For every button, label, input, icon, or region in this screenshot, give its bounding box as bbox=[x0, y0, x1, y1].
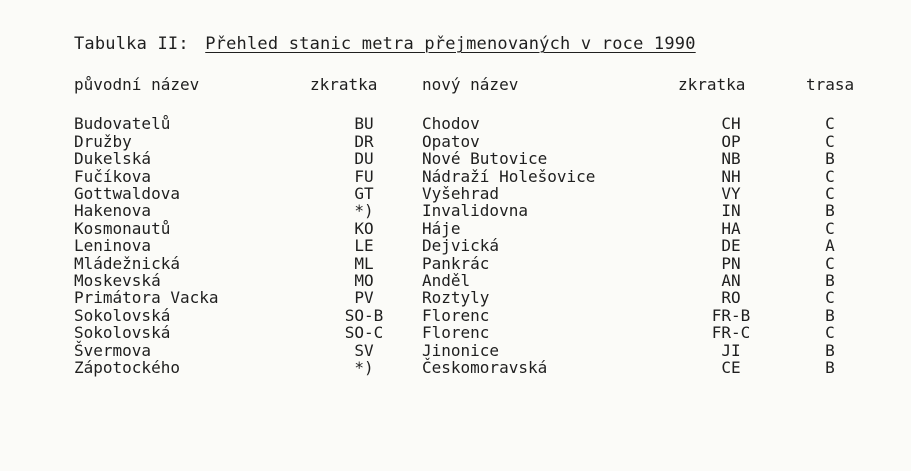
table-row bbox=[74, 115, 874, 132]
cell-original-abbr: SV bbox=[354, 340, 374, 360]
table-row bbox=[74, 307, 874, 324]
cell-new-abbr: DE bbox=[721, 236, 741, 256]
cell-route: C bbox=[825, 323, 835, 343]
cell-new-abbr: NB bbox=[721, 149, 741, 169]
cell-new-abbr: PN bbox=[721, 253, 741, 273]
cell-original-name: Hakenova bbox=[74, 201, 152, 221]
header-original-name: původní název bbox=[74, 75, 200, 94]
cell-original-abbr: FU bbox=[354, 166, 374, 186]
cell-new-abbr: VY bbox=[721, 184, 741, 204]
cell-new-name: Florenc bbox=[422, 323, 490, 343]
cell-route: B bbox=[825, 305, 835, 325]
cell-new-name: Háje bbox=[422, 218, 461, 238]
table-row bbox=[74, 150, 874, 167]
cell-original-abbr: DR bbox=[354, 131, 374, 151]
cell-original-name: Budovatelů bbox=[74, 114, 171, 134]
table-row bbox=[74, 289, 874, 306]
cell-new-abbr: IN bbox=[721, 201, 741, 221]
cell-original-abbr: DU bbox=[354, 149, 374, 169]
table-row bbox=[74, 272, 874, 289]
cell-new-name: Jinonice bbox=[422, 340, 500, 360]
cell-new-name: Florenc bbox=[422, 305, 490, 325]
cell-new-name: Roztyly bbox=[422, 288, 490, 308]
header-row bbox=[74, 72, 874, 98]
cell-route: C bbox=[825, 131, 835, 151]
cell-original-name: Primátora Vacka bbox=[74, 288, 219, 308]
cell-original-abbr: BU bbox=[354, 114, 374, 134]
cell-route: C bbox=[825, 218, 835, 238]
table-row bbox=[74, 359, 874, 376]
table-row bbox=[74, 168, 874, 185]
cell-new-abbr: OP bbox=[721, 131, 741, 151]
cell-route: C bbox=[825, 166, 835, 186]
header-original-abbr: zkratka bbox=[310, 75, 378, 94]
cell-original-abbr: GT bbox=[354, 184, 374, 204]
cell-route: C bbox=[825, 114, 835, 134]
cell-original-name: Družby bbox=[74, 131, 132, 151]
cell-original-abbr: LE bbox=[354, 236, 374, 256]
table-row bbox=[74, 342, 874, 359]
cell-new-abbr: NH bbox=[721, 166, 741, 186]
table-header bbox=[74, 72, 874, 98]
table-body bbox=[74, 98, 874, 376]
table-row bbox=[74, 324, 874, 341]
cell-new-abbr: FR-B bbox=[711, 305, 751, 325]
cell-original-name: Dukelská bbox=[74, 149, 152, 169]
cell-original-name: Sokolovská bbox=[74, 323, 171, 343]
cell-original-abbr: ML bbox=[354, 253, 374, 273]
cell-route: B bbox=[825, 201, 835, 221]
cell-new-name: Nádraží Holešovice bbox=[422, 166, 596, 186]
header-new-abbr: zkratka bbox=[678, 75, 746, 94]
header-spacer bbox=[74, 98, 874, 115]
cell-original-abbr: SO-B bbox=[344, 305, 384, 325]
cell-route: A bbox=[825, 236, 835, 256]
cell-original-name: Gottwaldova bbox=[74, 184, 180, 204]
cell-new-abbr: FR-C bbox=[711, 323, 751, 343]
cell-new-abbr: AN bbox=[721, 271, 741, 291]
table-number-label: Tabulka II: bbox=[74, 34, 189, 54]
header-route: trasa bbox=[806, 75, 855, 94]
cell-new-name: Vyšehrad bbox=[422, 184, 500, 204]
cell-original-name: Sokolovská bbox=[74, 305, 171, 325]
cell-original-name: Zápotockého bbox=[74, 358, 180, 378]
cell-original-abbr: *) bbox=[354, 201, 374, 221]
table-row bbox=[74, 255, 874, 272]
cell-new-name: Chodov bbox=[422, 114, 480, 134]
cell-route: B bbox=[825, 149, 835, 169]
cell-original-name: Leninova bbox=[74, 236, 152, 256]
cell-original-abbr: *) bbox=[354, 358, 374, 378]
cell-original-name: Moskevská bbox=[74, 271, 161, 291]
cell-route: B bbox=[825, 271, 835, 291]
cell-new-name: Dejvická bbox=[422, 236, 500, 256]
table-caption bbox=[74, 34, 696, 54]
cell-new-abbr: JI bbox=[721, 340, 741, 360]
table-title: Přehled stanic metra přejmenovaných v roce 1990 bbox=[205, 34, 696, 54]
cell-original-abbr: PV bbox=[354, 288, 374, 308]
table-row bbox=[74, 133, 874, 150]
table-row bbox=[74, 220, 874, 237]
cell-route: B bbox=[825, 340, 835, 360]
cell-new-name: Nové Butovice bbox=[422, 149, 548, 169]
cell-new-name: Pankrác bbox=[422, 253, 490, 273]
cell-new-name: Českomoravská bbox=[422, 358, 548, 378]
cell-route: C bbox=[825, 253, 835, 273]
renamed-stations-table bbox=[74, 72, 874, 376]
header-new-name: nový název bbox=[422, 75, 519, 94]
cell-original-name: Švermova bbox=[74, 340, 152, 360]
cell-original-abbr: KO bbox=[354, 218, 374, 238]
cell-new-name: Opatov bbox=[422, 131, 480, 151]
cell-new-name: Anděl bbox=[422, 271, 471, 291]
cell-original-abbr: SO-C bbox=[344, 323, 384, 343]
cell-original-name: Kosmonautů bbox=[74, 218, 171, 238]
table-row bbox=[74, 237, 874, 254]
cell-new-abbr: RO bbox=[721, 288, 741, 308]
cell-new-abbr: CH bbox=[721, 114, 741, 134]
cell-new-name: Invalidovna bbox=[422, 201, 528, 221]
cell-original-abbr: MO bbox=[354, 271, 374, 291]
cell-original-name: Fučíkova bbox=[74, 166, 152, 186]
cell-route: B bbox=[825, 358, 835, 378]
cell-new-abbr: CE bbox=[721, 358, 741, 378]
cell-new-abbr: HA bbox=[721, 218, 741, 238]
cell-route: C bbox=[825, 184, 835, 204]
cell-route: C bbox=[825, 288, 835, 308]
table-row bbox=[74, 185, 874, 202]
table-row bbox=[74, 202, 874, 219]
cell-original-name: Mládežnická bbox=[74, 253, 180, 273]
